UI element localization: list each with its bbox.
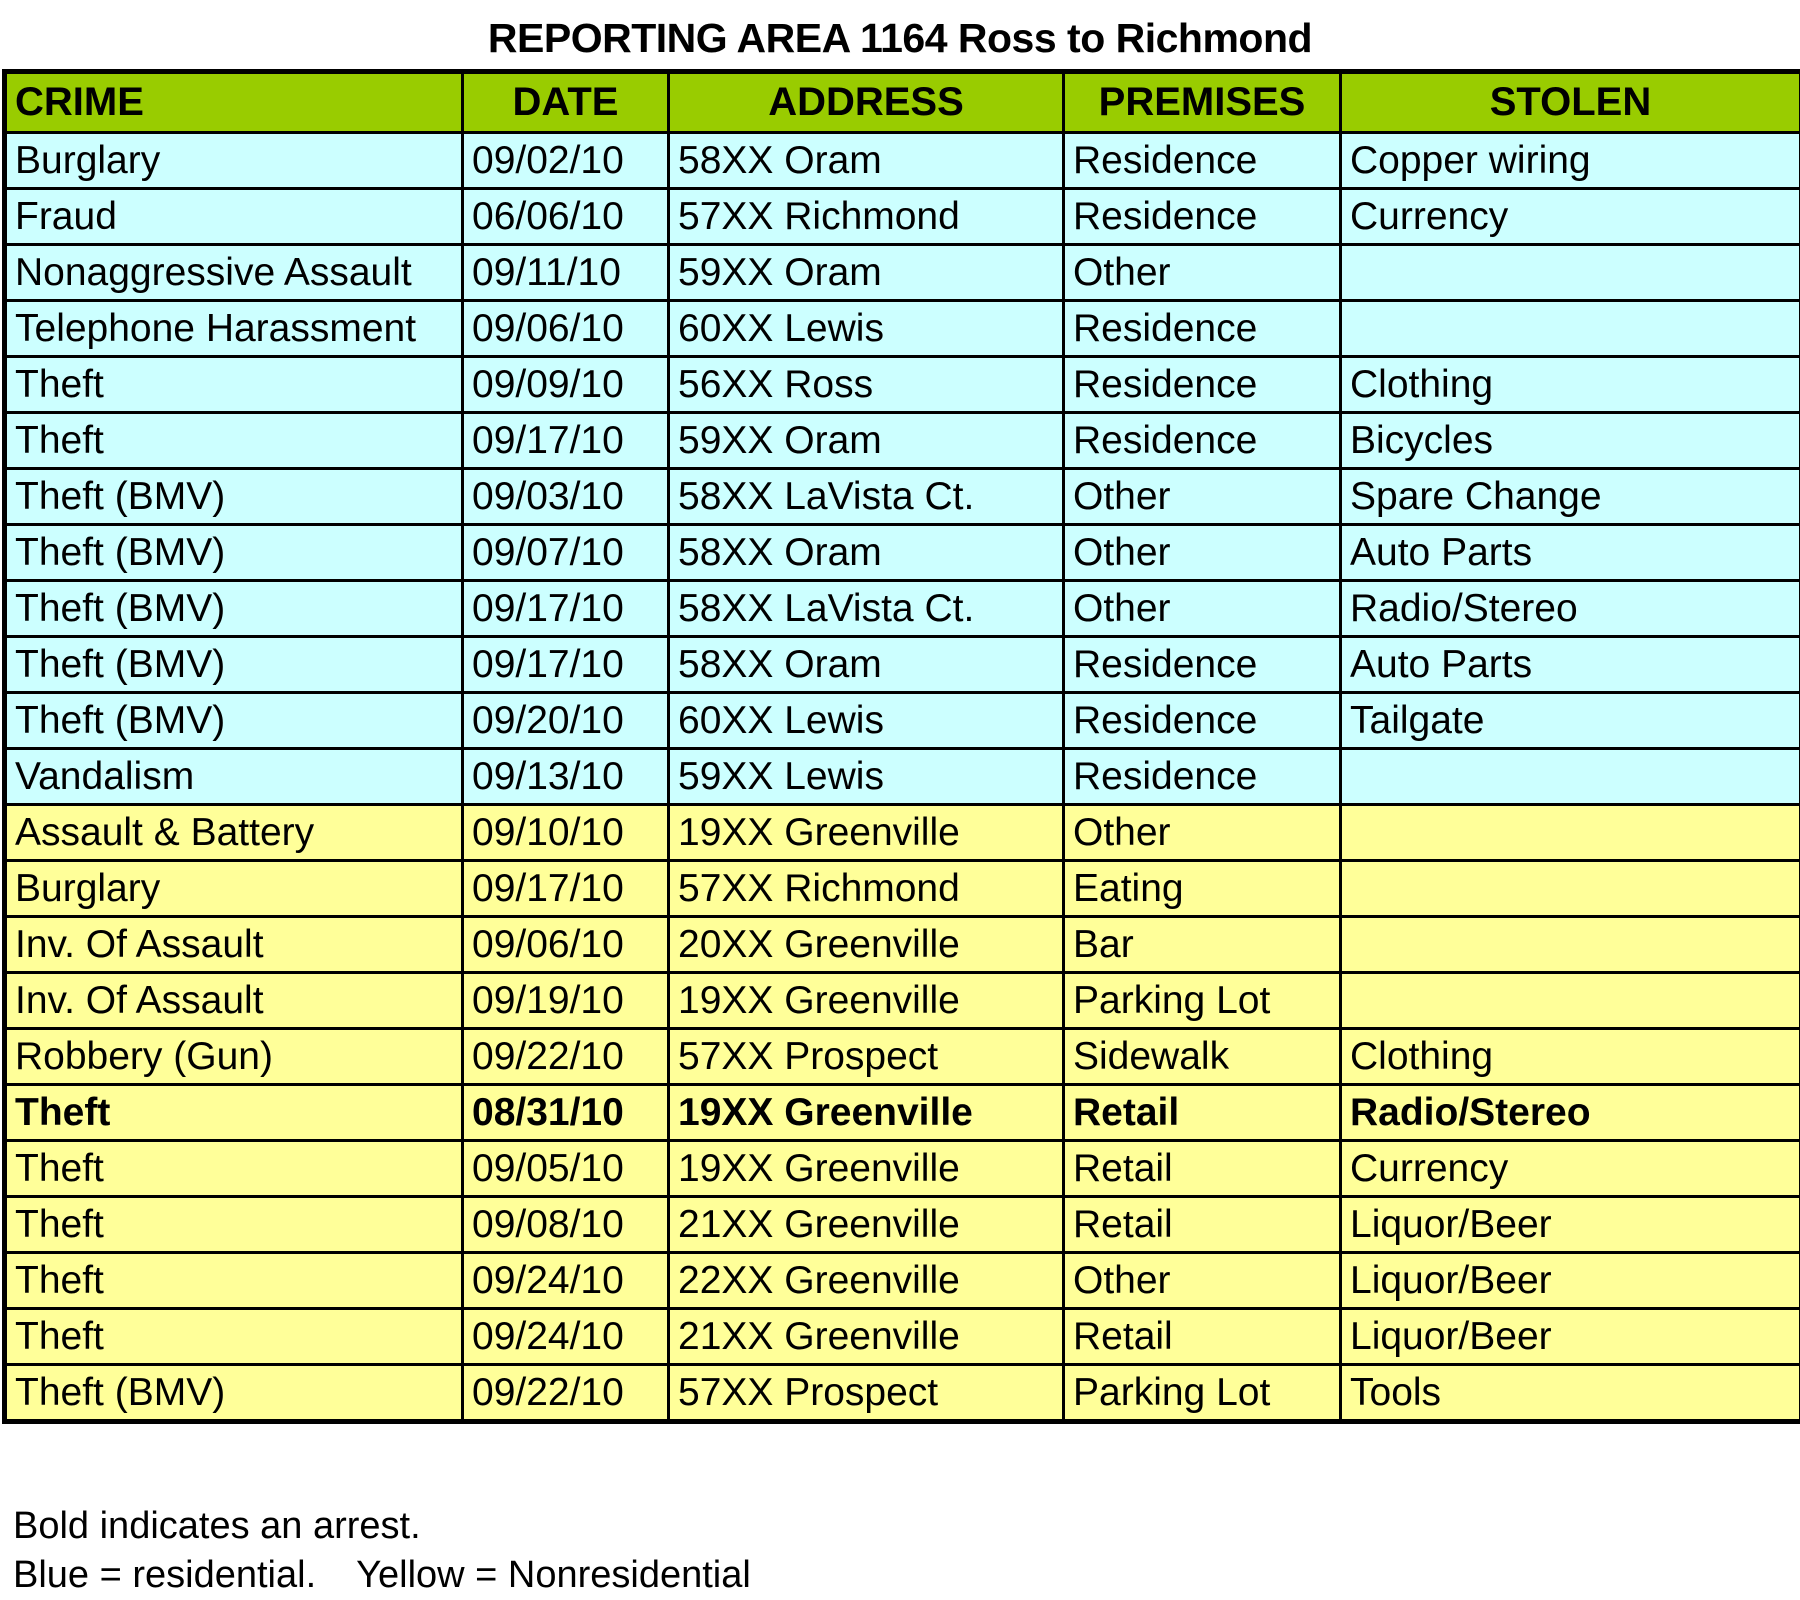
- cell-stolen: [1341, 805, 1800, 861]
- cell-crime: Assault & Battery: [5, 805, 463, 861]
- cell-premises: Other: [1064, 245, 1341, 301]
- cell-date: 09/05/10: [463, 1141, 669, 1197]
- cell-date: 09/06/10: [463, 301, 669, 357]
- cell-address: 59XX Oram: [669, 245, 1064, 301]
- cell-premises: Residence: [1064, 749, 1341, 805]
- cell-stolen: Spare Change: [1341, 469, 1800, 525]
- cell-stolen: Currency: [1341, 189, 1800, 245]
- cell-address: 58XX Oram: [669, 525, 1064, 581]
- crime-table: [2, 69, 1800, 1424]
- cell-premises: Residence: [1064, 413, 1341, 469]
- cell-crime: Nonaggressive Assault: [5, 245, 463, 301]
- table-row: [5, 1029, 1800, 1085]
- table-row: [5, 1309, 1800, 1365]
- cell-address: 21XX Greenville: [669, 1309, 1064, 1365]
- cell-stolen: Tools: [1341, 1365, 1800, 1422]
- arrest-note: Bold indicates an arrest.: [13, 1505, 421, 1547]
- cell-premises: Parking Lot: [1064, 1365, 1341, 1422]
- table-row: [5, 861, 1800, 917]
- cell-premises: Parking Lot: [1064, 973, 1341, 1029]
- cell-crime: Vandalism: [5, 749, 463, 805]
- cell-crime: Robbery (Gun): [5, 1029, 463, 1085]
- table-row: [5, 637, 1800, 693]
- cell-address: 22XX Greenville: [669, 1253, 1064, 1309]
- table-row: [5, 525, 1800, 581]
- cell-stolen: Copper wiring: [1341, 133, 1800, 189]
- cell-premises: Residence: [1064, 133, 1341, 189]
- cell-crime: Theft: [5, 413, 463, 469]
- cell-crime: Inv. Of Assault: [5, 973, 463, 1029]
- cell-premises: Other: [1064, 805, 1341, 861]
- cell-address: 57XX Richmond: [669, 189, 1064, 245]
- cell-premises: Bar: [1064, 917, 1341, 973]
- table-row: [5, 1141, 1800, 1197]
- cell-crime: Theft: [5, 1085, 463, 1141]
- cell-premises: Other: [1064, 581, 1341, 637]
- cell-stolen: Currency: [1341, 1141, 1800, 1197]
- residential-key: Blue = residential.: [13, 1554, 317, 1596]
- cell-address: 58XX Oram: [669, 133, 1064, 189]
- cell-crime: Theft (BMV): [5, 1365, 463, 1422]
- cell-premises: Retail: [1064, 1141, 1341, 1197]
- table-row: [5, 693, 1800, 749]
- cell-date: 09/07/10: [463, 525, 669, 581]
- cell-address: 19XX Greenville: [669, 1085, 1064, 1141]
- cell-crime: Theft: [5, 357, 463, 413]
- cell-address: 19XX Greenville: [669, 973, 1064, 1029]
- table-row: [5, 301, 1800, 357]
- header-premises: PREMISES: [1064, 72, 1341, 133]
- table-row: [5, 1085, 1800, 1141]
- cell-premises: Residence: [1064, 301, 1341, 357]
- table-row: [5, 189, 1800, 245]
- table-row: [5, 749, 1800, 805]
- cell-date: 09/13/10: [463, 749, 669, 805]
- cell-crime: Telephone Harassment: [5, 301, 463, 357]
- cell-date: 09/19/10: [463, 973, 669, 1029]
- cell-stolen: [1341, 973, 1800, 1029]
- table-row: [5, 1197, 1800, 1253]
- cell-premises: Sidewalk: [1064, 1029, 1341, 1085]
- cell-address: 56XX Ross: [669, 357, 1064, 413]
- cell-date: 09/03/10: [463, 469, 669, 525]
- table-row: [5, 917, 1800, 973]
- header-stolen: STOLEN: [1341, 72, 1800, 133]
- cell-date: 09/06/10: [463, 917, 669, 973]
- cell-stolen: Liquor/Beer: [1341, 1197, 1800, 1253]
- table-row: [5, 805, 1800, 861]
- table-row: [5, 357, 1800, 413]
- cell-date: 09/17/10: [463, 581, 669, 637]
- cell-stolen: Radio/Stereo: [1341, 581, 1800, 637]
- cell-date: 09/17/10: [463, 637, 669, 693]
- cell-date: 08/31/10: [463, 1085, 669, 1141]
- table-body: [5, 133, 1800, 1422]
- cell-date: 09/08/10: [463, 1197, 669, 1253]
- cell-crime: Theft: [5, 1141, 463, 1197]
- cell-address: 58XX LaVista Ct.: [669, 581, 1064, 637]
- legend-notes: [13, 1502, 751, 1600]
- cell-stolen: Liquor/Beer: [1341, 1309, 1800, 1365]
- cell-date: 09/17/10: [463, 861, 669, 917]
- cell-stolen: Auto Parts: [1341, 637, 1800, 693]
- cell-crime: Theft (BMV): [5, 525, 463, 581]
- cell-stolen: Tailgate: [1341, 693, 1800, 749]
- cell-crime: Theft (BMV): [5, 581, 463, 637]
- table-row: [5, 1253, 1800, 1309]
- cell-address: 60XX Lewis: [669, 693, 1064, 749]
- cell-date: 09/24/10: [463, 1253, 669, 1309]
- color-key: [13, 1551, 751, 1600]
- cell-stolen: Clothing: [1341, 1029, 1800, 1085]
- cell-address: 20XX Greenville: [669, 917, 1064, 973]
- cell-premises: Residence: [1064, 189, 1341, 245]
- cell-premises: Other: [1064, 469, 1341, 525]
- cell-crime: Theft: [5, 1253, 463, 1309]
- cell-stolen: [1341, 917, 1800, 973]
- header-date: DATE: [463, 72, 669, 133]
- cell-date: 09/09/10: [463, 357, 669, 413]
- cell-premises: Residence: [1064, 637, 1341, 693]
- cell-address: 21XX Greenville: [669, 1197, 1064, 1253]
- cell-crime: Fraud: [5, 189, 463, 245]
- cell-address: 58XX LaVista Ct.: [669, 469, 1064, 525]
- cell-address: 59XX Oram: [669, 413, 1064, 469]
- cell-date: 09/22/10: [463, 1365, 669, 1422]
- cell-crime: Theft: [5, 1309, 463, 1365]
- cell-premises: Other: [1064, 525, 1341, 581]
- cell-address: 57XX Prospect: [669, 1029, 1064, 1085]
- cell-date: 09/02/10: [463, 133, 669, 189]
- table-row: [5, 245, 1800, 301]
- cell-stolen: Clothing: [1341, 357, 1800, 413]
- table-row: [5, 1365, 1800, 1422]
- cell-date: 09/10/10: [463, 805, 669, 861]
- cell-address: 57XX Richmond: [669, 861, 1064, 917]
- cell-premises: Retail: [1064, 1309, 1341, 1365]
- cell-date: 09/20/10: [463, 693, 669, 749]
- table-row: [5, 133, 1800, 189]
- cell-crime: Theft (BMV): [5, 693, 463, 749]
- cell-stolen: [1341, 861, 1800, 917]
- cell-premises: Eating: [1064, 861, 1341, 917]
- cell-crime: Theft: [5, 1197, 463, 1253]
- header-crime: CRIME: [5, 72, 463, 133]
- cell-stolen: Auto Parts: [1341, 525, 1800, 581]
- cell-address: 57XX Prospect: [669, 1365, 1064, 1422]
- cell-crime: Theft (BMV): [5, 469, 463, 525]
- cell-stolen: Radio/Stereo: [1341, 1085, 1800, 1141]
- cell-date: 09/24/10: [463, 1309, 669, 1365]
- header-address: ADDRESS: [669, 72, 1064, 133]
- header-row: [5, 72, 1800, 133]
- report-title: REPORTING AREA 1164 Ross to Richmond: [487, 15, 1313, 61]
- cell-stolen: Bicycles: [1341, 413, 1800, 469]
- cell-address: 59XX Lewis: [669, 749, 1064, 805]
- cell-stolen: [1341, 245, 1800, 301]
- table-row: [5, 581, 1800, 637]
- cell-date: 09/22/10: [463, 1029, 669, 1085]
- cell-premises: Retail: [1064, 1197, 1341, 1253]
- cell-address: 60XX Lewis: [669, 301, 1064, 357]
- cell-premises: Residence: [1064, 693, 1341, 749]
- cell-crime: Burglary: [5, 133, 463, 189]
- cell-date: 09/11/10: [463, 245, 669, 301]
- table-row: [5, 413, 1800, 469]
- cell-address: 19XX Greenville: [669, 805, 1064, 861]
- cell-crime: Theft (BMV): [5, 637, 463, 693]
- cell-premises: Retail: [1064, 1085, 1341, 1141]
- crime-table-container: [2, 69, 1799, 1505]
- cell-stolen: [1341, 749, 1800, 805]
- cell-address: 19XX Greenville: [669, 1141, 1064, 1197]
- cell-premises: Residence: [1064, 357, 1341, 413]
- cell-date: 06/06/10: [463, 189, 669, 245]
- cell-crime: Inv. Of Assault: [5, 917, 463, 973]
- cell-address: 58XX Oram: [669, 637, 1064, 693]
- table-row: [5, 469, 1800, 525]
- cell-crime: Burglary: [5, 861, 463, 917]
- cell-stolen: Liquor/Beer: [1341, 1253, 1800, 1309]
- nonresidential-key: Yellow = Nonresidential: [356, 1554, 751, 1596]
- table-row: [5, 973, 1800, 1029]
- cell-premises: Other: [1064, 1253, 1341, 1309]
- cell-stolen: [1341, 301, 1800, 357]
- cell-date: 09/17/10: [463, 413, 669, 469]
